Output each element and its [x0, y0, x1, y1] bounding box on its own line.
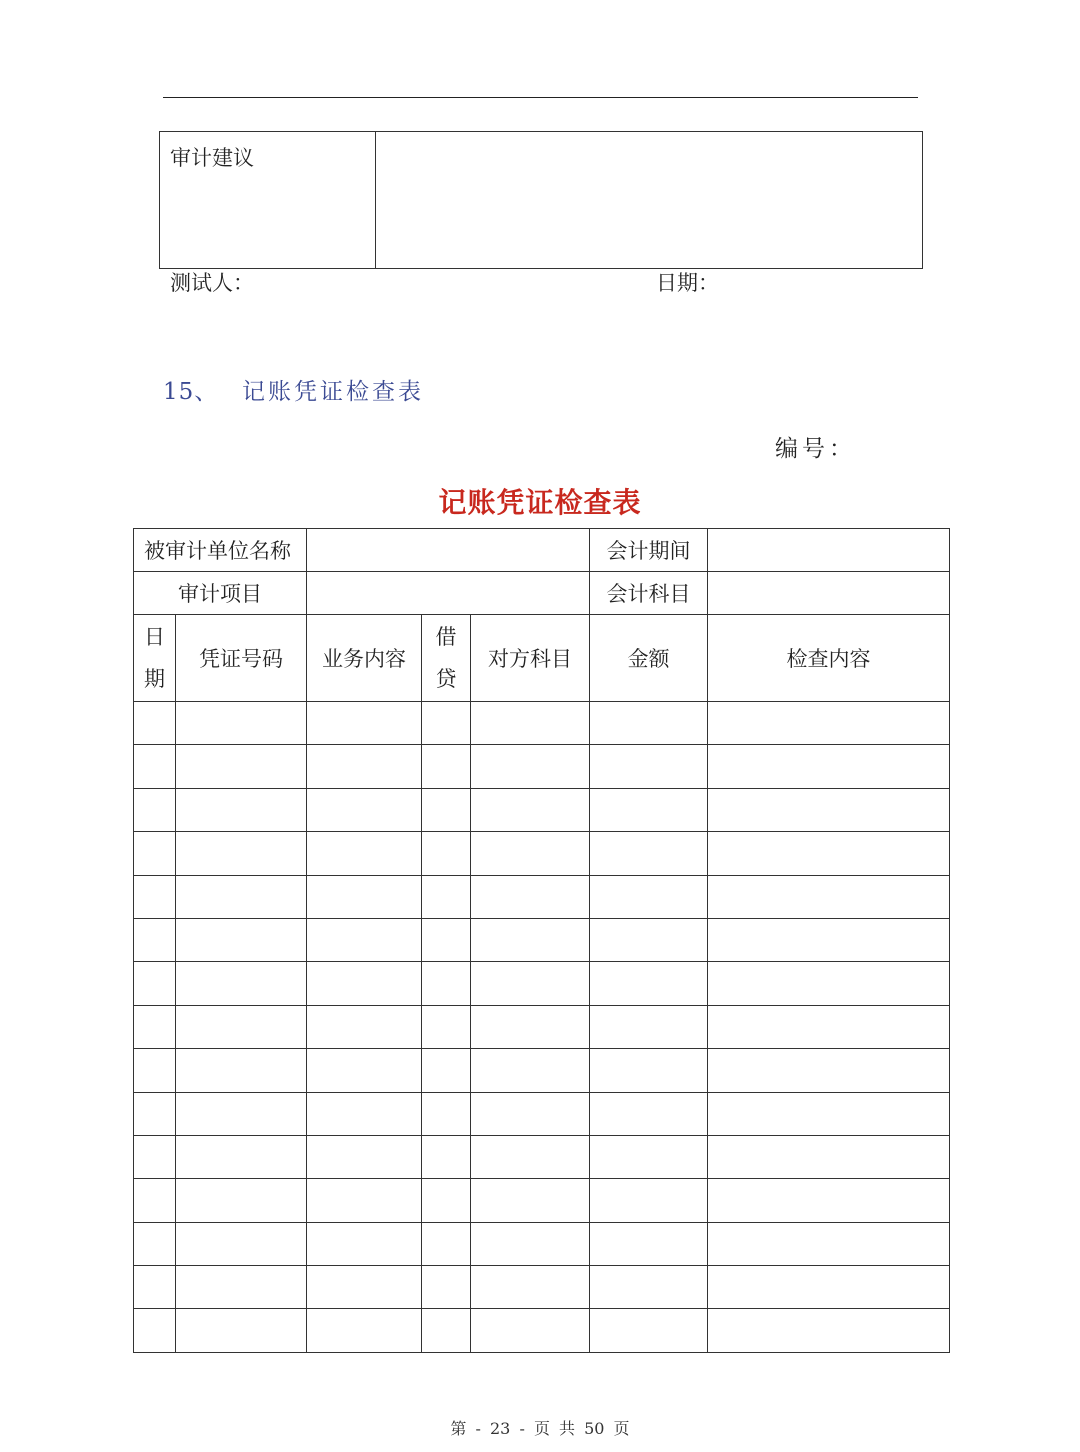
check-content-cell[interactable] — [708, 1049, 950, 1092]
date-label: 日期： — [656, 271, 719, 295]
counter-account-cell[interactable] — [471, 875, 590, 918]
check-content-cell[interactable] — [708, 1179, 950, 1222]
amount-cell[interactable] — [590, 788, 708, 831]
debit-credit-cell[interactable] — [422, 1266, 471, 1309]
voucher-number-cell[interactable] — [176, 832, 307, 875]
business-content-cell[interactable] — [307, 702, 422, 745]
table-row — [134, 1092, 950, 1135]
amount-cell[interactable] — [590, 1092, 708, 1135]
counter-account-cell[interactable] — [471, 1049, 590, 1092]
amount-cell[interactable] — [590, 1135, 708, 1178]
business-content-cell[interactable] — [307, 1309, 422, 1352]
counter-account-cell[interactable] — [471, 962, 590, 1005]
counter-account-cell[interactable] — [471, 1179, 590, 1222]
data-rows — [134, 702, 950, 1353]
table-row — [134, 702, 950, 745]
audit-suggestion-field[interactable] — [376, 132, 923, 269]
subject-field[interactable] — [708, 572, 950, 615]
column-header-debit-credit — [422, 615, 471, 702]
date-cell[interactable] — [134, 1266, 176, 1309]
amount-cell[interactable] — [590, 702, 708, 745]
audit-suggestion-row — [160, 132, 923, 269]
counter-account-cell[interactable] — [471, 1309, 590, 1352]
voucher-number-cell[interactable] — [176, 745, 307, 788]
counter-account-cell[interactable] — [471, 1135, 590, 1178]
project-subject-row — [134, 572, 950, 615]
table-row — [134, 918, 950, 961]
voucher-check-table — [133, 528, 950, 1353]
table-row — [134, 962, 950, 1005]
column-header-voucher-number: 凭证号码 — [176, 615, 307, 702]
counter-account-cell[interactable] — [471, 702, 590, 745]
debit-credit-cell[interactable] — [422, 1135, 471, 1178]
table-row — [134, 1179, 950, 1222]
table-row — [134, 1049, 950, 1092]
amount-cell[interactable] — [590, 745, 708, 788]
debit-credit-cell[interactable] — [422, 788, 471, 831]
column-header-business-content: 业务内容 — [307, 615, 422, 702]
period-field[interactable] — [708, 529, 950, 572]
business-content-cell[interactable] — [307, 1005, 422, 1048]
voucher-number-cell[interactable] — [176, 1222, 307, 1265]
table-row — [134, 1005, 950, 1048]
voucher-number-cell[interactable] — [176, 1049, 307, 1092]
voucher-number-cell[interactable] — [176, 1135, 307, 1178]
audit-suggestion-label: 审计建议 — [160, 132, 376, 269]
voucher-number-cell[interactable] — [176, 1309, 307, 1352]
business-content-cell[interactable] — [307, 1222, 422, 1265]
voucher-number-cell[interactable] — [176, 1005, 307, 1048]
table-row — [134, 1309, 950, 1352]
voucher-number-cell[interactable] — [176, 875, 307, 918]
debit-credit-cell[interactable] — [422, 1222, 471, 1265]
amount-cell[interactable] — [590, 1005, 708, 1048]
counter-account-cell[interactable] — [471, 1222, 590, 1265]
date-cell[interactable] — [134, 1092, 176, 1135]
check-content-cell[interactable] — [708, 1309, 950, 1352]
voucher-number-cell[interactable] — [176, 962, 307, 1005]
table-row — [134, 788, 950, 831]
table-row — [134, 1135, 950, 1178]
table-row — [134, 1266, 950, 1309]
check-content-cell[interactable] — [708, 745, 950, 788]
unit-period-row — [134, 529, 950, 572]
counter-account-cell[interactable] — [471, 745, 590, 788]
tester-label: 测试人： — [170, 271, 254, 295]
voucher-number-cell[interactable] — [176, 702, 307, 745]
amount-cell[interactable] — [590, 962, 708, 1005]
unit-name-field[interactable] — [307, 529, 590, 572]
column-header-debit-credit-label: 借贷 — [435, 625, 457, 691]
date-cell[interactable] — [134, 1179, 176, 1222]
amount-cell[interactable] — [590, 918, 708, 961]
column-header-counter-account: 对方科目 — [471, 615, 590, 702]
column-header-date-label: 日期 — [144, 625, 165, 691]
debit-credit-cell[interactable] — [422, 1049, 471, 1092]
amount-cell[interactable] — [590, 832, 708, 875]
date-cell[interactable] — [134, 1309, 176, 1352]
counter-account-cell[interactable] — [471, 1092, 590, 1135]
business-content-cell[interactable] — [307, 1049, 422, 1092]
column-header-row — [134, 615, 950, 702]
page-footer: 第 - 23 - 页 共 50 页 — [450, 1419, 630, 1438]
check-content-cell[interactable] — [708, 1092, 950, 1135]
column-header-check-content: 检查内容 — [708, 615, 950, 702]
header-rule — [163, 97, 918, 98]
unit-name-label: 被审计单位名称 — [134, 529, 307, 572]
debit-credit-cell[interactable] — [422, 1092, 471, 1135]
date-cell[interactable] — [134, 832, 176, 875]
section-title: 记账凭证检查表 — [242, 379, 424, 405]
debit-credit-cell[interactable] — [422, 918, 471, 961]
counter-account-cell[interactable] — [471, 1266, 590, 1309]
amount-cell[interactable] — [590, 875, 708, 918]
debit-credit-cell[interactable] — [422, 832, 471, 875]
debit-credit-cell[interactable] — [422, 962, 471, 1005]
form-title: 记账凭证检查表 — [438, 486, 642, 519]
check-content-cell[interactable] — [708, 1135, 950, 1178]
check-content-cell[interactable] — [708, 1222, 950, 1265]
section-number: 15、 — [163, 379, 219, 405]
check-content-cell[interactable] — [708, 788, 950, 831]
check-content-cell[interactable] — [708, 702, 950, 745]
business-content-cell[interactable] — [307, 1266, 422, 1309]
debit-credit-cell[interactable] — [422, 702, 471, 745]
number-label: 编号： — [775, 436, 856, 462]
debit-credit-cell[interactable] — [422, 875, 471, 918]
date-cell[interactable] — [134, 1049, 176, 1092]
debit-credit-cell[interactable] — [422, 1005, 471, 1048]
business-content-cell[interactable] — [307, 918, 422, 961]
check-content-cell[interactable] — [708, 1266, 950, 1309]
business-content-cell[interactable] — [307, 1092, 422, 1135]
amount-cell[interactable] — [590, 1179, 708, 1222]
counter-account-cell[interactable] — [471, 788, 590, 831]
debit-credit-cell[interactable] — [422, 1309, 471, 1352]
check-content-cell[interactable] — [708, 962, 950, 1005]
business-content-cell[interactable] — [307, 832, 422, 875]
counter-account-cell[interactable] — [471, 918, 590, 961]
project-field[interactable] — [307, 572, 590, 615]
business-content-cell[interactable] — [307, 962, 422, 1005]
date-cell[interactable] — [134, 875, 176, 918]
table-row — [134, 875, 950, 918]
business-content-cell[interactable] — [307, 1135, 422, 1178]
table-row — [134, 1222, 950, 1265]
check-content-cell[interactable] — [708, 832, 950, 875]
counter-account-cell[interactable] — [471, 832, 590, 875]
voucher-number-cell[interactable] — [176, 918, 307, 961]
amount-cell[interactable] — [590, 1309, 708, 1352]
amount-cell[interactable] — [590, 1266, 708, 1309]
amount-cell[interactable] — [590, 1049, 708, 1092]
column-header-date — [134, 615, 176, 702]
voucher-number-cell[interactable] — [176, 1266, 307, 1309]
check-content-cell[interactable] — [708, 1005, 950, 1048]
date-cell[interactable] — [134, 745, 176, 788]
column-header-amount: 金额 — [590, 615, 708, 702]
audit-suggestion-table — [159, 131, 923, 269]
table-row — [134, 745, 950, 788]
date-cell[interactable] — [134, 1005, 176, 1048]
date-cell[interactable] — [134, 918, 176, 961]
date-cell[interactable] — [134, 788, 176, 831]
voucher-number-cell[interactable] — [176, 1179, 307, 1222]
period-label: 会计期间 — [590, 529, 708, 572]
debit-credit-cell[interactable] — [422, 745, 471, 788]
voucher-number-cell[interactable] — [176, 1092, 307, 1135]
business-content-cell[interactable] — [307, 1179, 422, 1222]
counter-account-cell[interactable] — [471, 1005, 590, 1048]
project-label: 审计项目 — [134, 572, 307, 615]
table-row — [134, 832, 950, 875]
amount-cell[interactable] — [590, 1222, 708, 1265]
business-content-cell[interactable] — [307, 788, 422, 831]
business-content-cell[interactable] — [307, 875, 422, 918]
check-content-cell[interactable] — [708, 875, 950, 918]
date-cell[interactable] — [134, 702, 176, 745]
debit-credit-cell[interactable] — [422, 1179, 471, 1222]
date-cell[interactable] — [134, 1222, 176, 1265]
check-content-cell[interactable] — [708, 918, 950, 961]
date-cell[interactable] — [134, 962, 176, 1005]
date-cell[interactable] — [134, 1135, 176, 1178]
business-content-cell[interactable] — [307, 745, 422, 788]
voucher-number-cell[interactable] — [176, 788, 307, 831]
subject-label: 会计科目 — [590, 572, 708, 615]
